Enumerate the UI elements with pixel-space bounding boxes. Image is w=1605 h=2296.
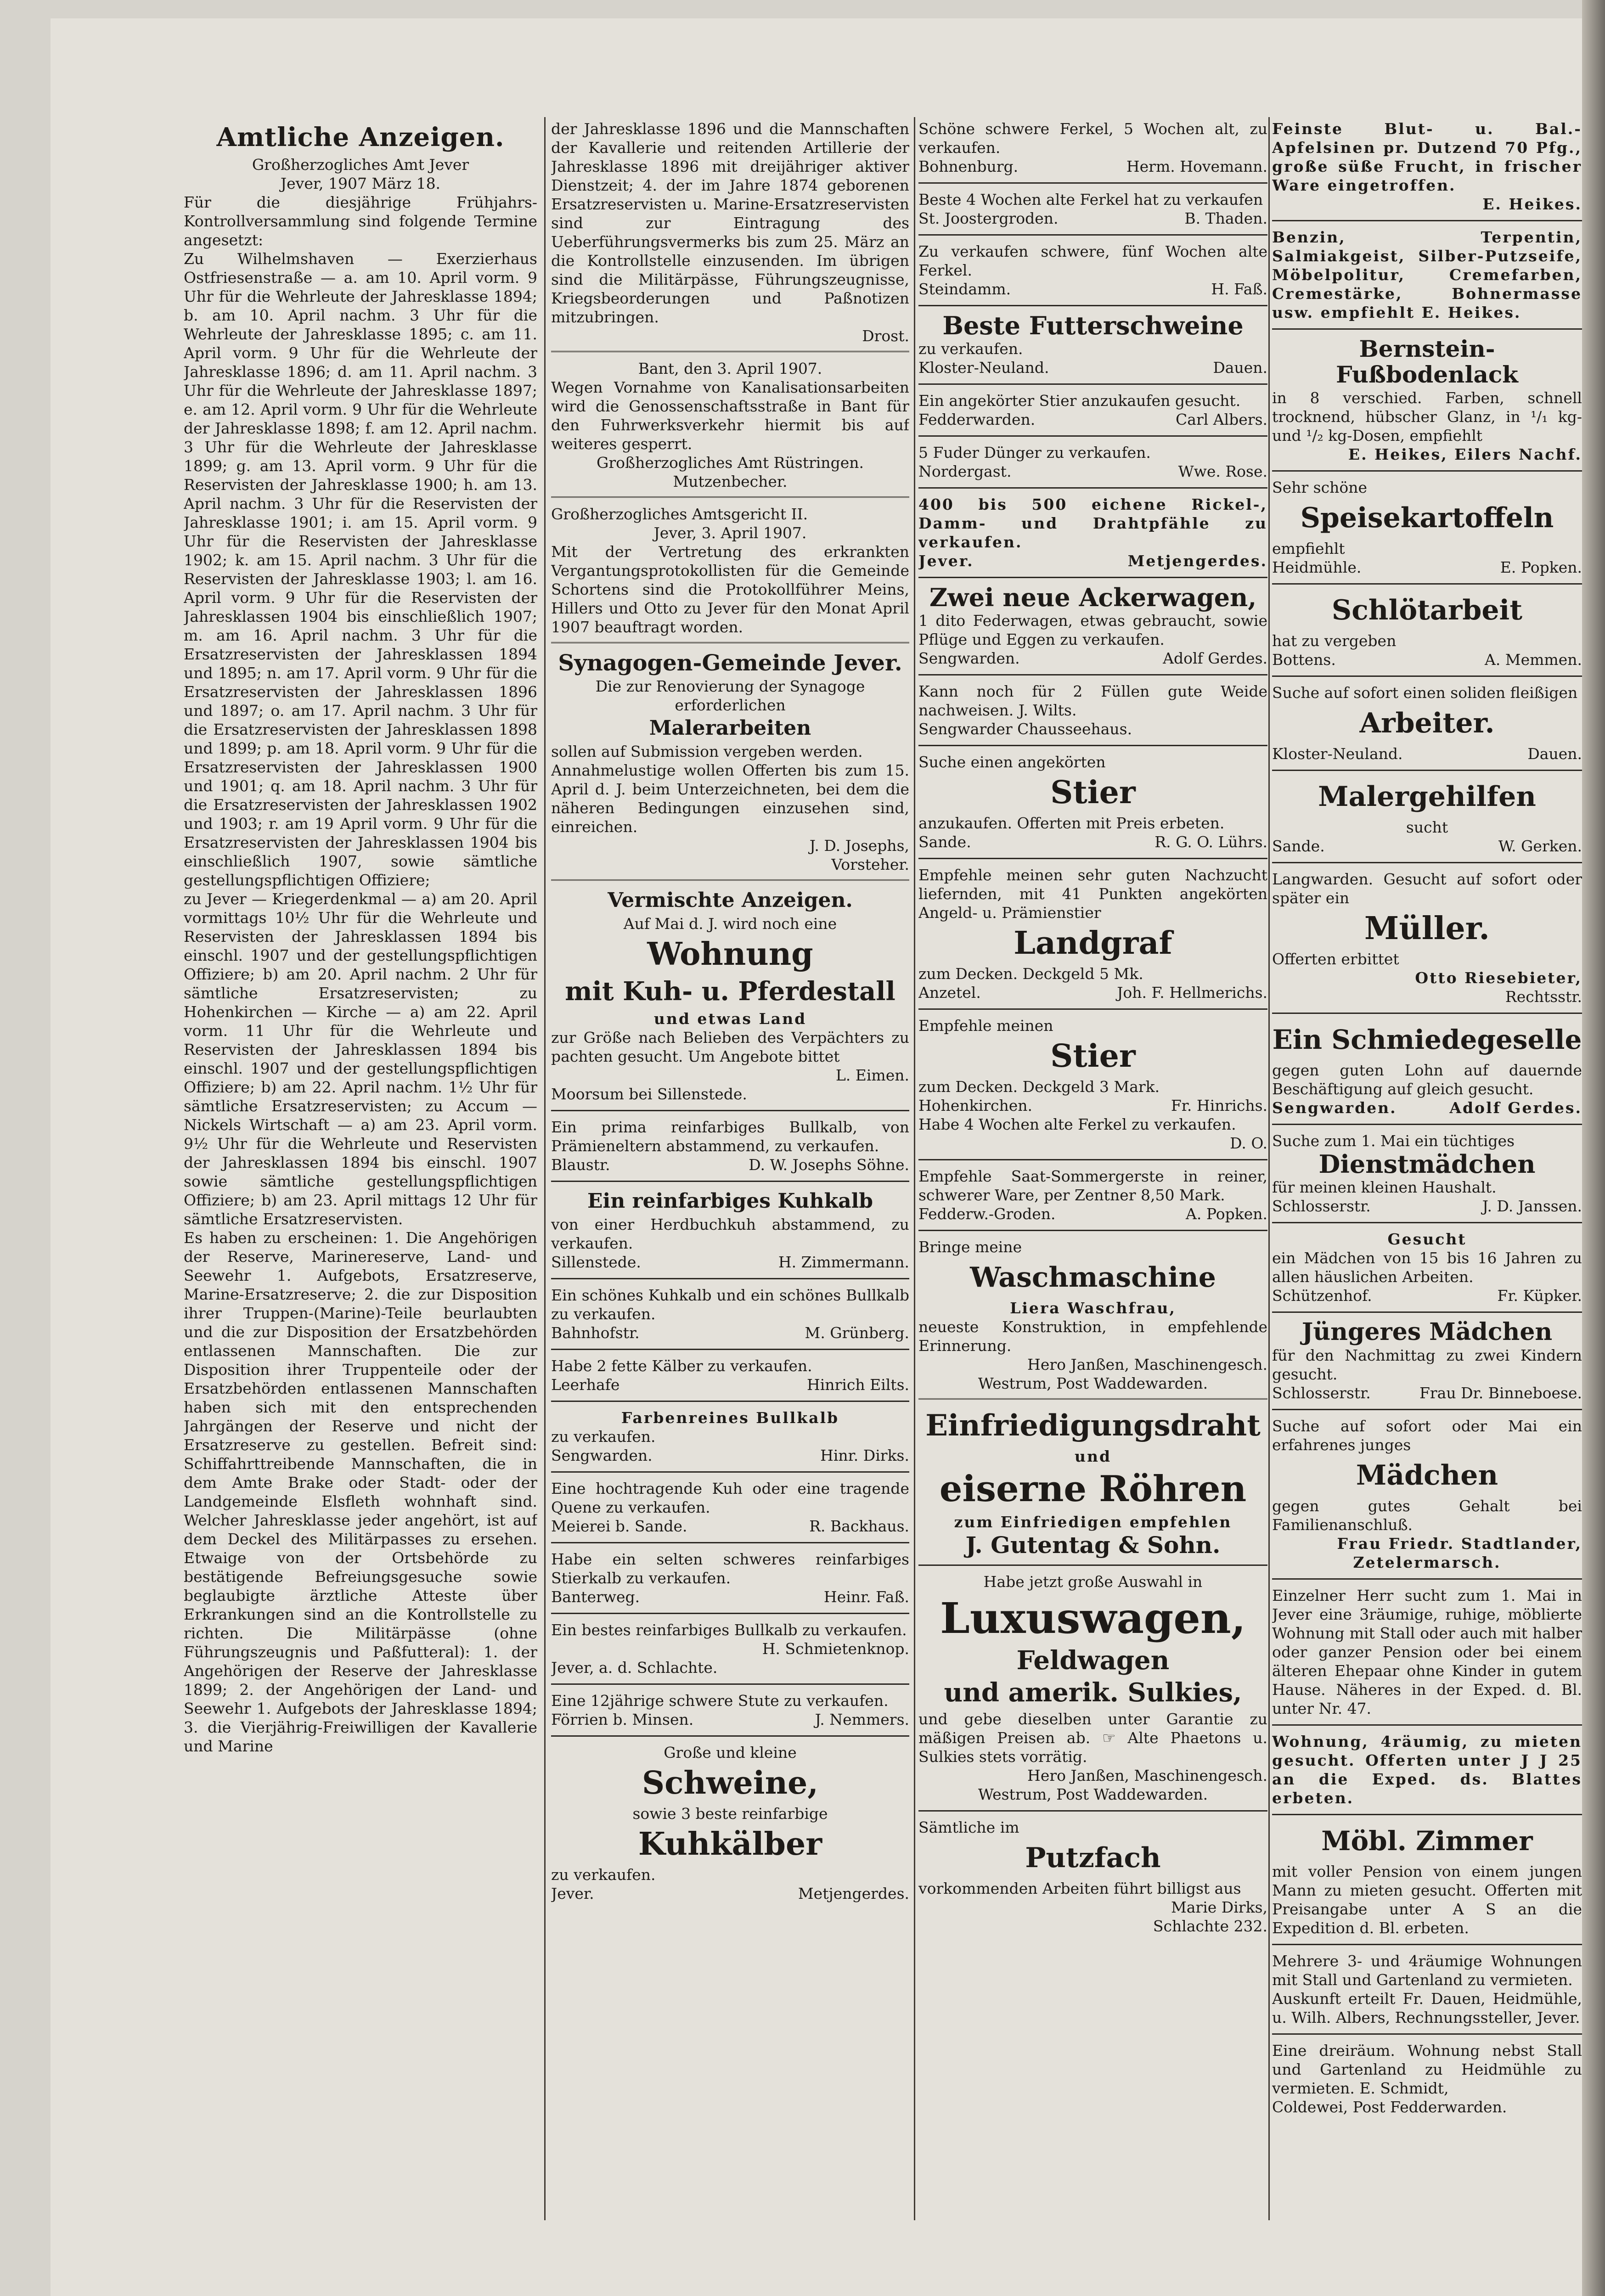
ad-footer xyxy=(918,551,1267,570)
notice-date: Jever, 1907 März 18. xyxy=(280,174,441,192)
ad-text: Sehr schöne xyxy=(1272,478,1367,496)
ad-text: in 8 verschied. Farben, schnell trocknend, hübscher Glanz, in ¹/₁ kg- und ¹/₂ kg-Dosen, empfiehlt xyxy=(1272,389,1582,445)
divider xyxy=(1272,770,1582,771)
divider xyxy=(1272,583,1582,585)
divider xyxy=(1272,470,1582,472)
ad-signature: J. Gutentag & Sohn. xyxy=(965,1531,1221,1559)
ad-subheading: Liera Waschfrau, xyxy=(1010,1299,1176,1317)
divider xyxy=(918,674,1267,675)
divider xyxy=(551,1278,909,1279)
ad-text: mit voller Pension von einem jungen Mann zu mieten gesucht. Offerten mit Preisangabe unter A S an die Expedition d. Bl. erbeten. xyxy=(1272,1863,1582,1937)
ad-text: Sämtliche im xyxy=(918,1818,1019,1836)
divider xyxy=(551,496,909,499)
column-rule xyxy=(544,117,546,2220)
divider xyxy=(918,487,1267,489)
ad-place: Anzetel. xyxy=(918,984,981,1002)
ad-heading: Jüngeres Mädchen xyxy=(1301,1318,1553,1346)
ad-place: Bohnenburg. xyxy=(918,158,1019,175)
notice-text: der Jahresklasse 1896 und die Mannschaften der Kavallerie und reitenden Artillerie der Jahresklasse 1896 mit dreijähriger aktiver Dienstzeit; 4. der im Jahre 1874 geborenen Ersatzreservisten u. Marine-Ersatzreservisten sind zur Eintragung des Ueberführungsvermerks bis zum 25. März an die Kontrollstelle einzusenden. Im übrigen sind die Militärpässe, Führungszeugnisse, Kriegsbeorderungen und Paßnotizen mitzubringen. xyxy=(551,120,909,326)
ad-place: Heidmühle. xyxy=(1272,558,1362,576)
ad-heading: Möbl. Zimmer xyxy=(1321,1825,1533,1857)
divider xyxy=(918,1230,1267,1231)
notice-text: Zu Wilhelmshaven — Exerzierhaus Ostfriesenstraße — a. am 10. April vorm. 9 Uhr für die Wehrleute der Jahresklasse 1894; b. am 10. April nachm. 3 Uhr für die Wehrleute der Jahresklasse 1895; c. am 11. April vorm. 9 Uhr für die Wehrleute der Jahresklasse 1896; d. am 11. April nachm. 3 Uhr für die Wehrleute der Jahresklasse 1897; e. am 12. April vorm. 9 Uhr für die Wehrleute der Jahresklasse 1898; f. am 12. April nachm. 3 Uhr für die Wehrleute der Jahresklasse 1899; g. am 13. April vorm. 9 Uhr für die Reservisten der Jahresklasse 1900; h. am 13. April nachm. 3 Uhr für die Reservisten der Jahresklasse 1901; i. am 15. April vorm. 9 Uhr für die Reservisten der Jahresklasse 1902; k. am 15. April nachm. 3 Uhr für die Reservisten der Jahresklasse 1903; l. am 16. April vorm. 9 Uhr für die Reservisten der Jahresklassen 1904 bis einschließlich 1907; m. am 16. April nachm. 3 Uhr für die Ersatzreservisten der Jahresklassen 1894 und 1895; n. am 17. April vorm. 9 Uhr für die Ersatzreservisten der Jahresklassen 1896 und 1897; o. am 17. April nachm. 3 Uhr für die Ersatzreservisten der Jahresklassen 1898 und 1899; p. am 18. April vorm. 9 Uhr für die Ersatzreservisten der Jahresklassen 1900 und 1901; q. am 18. April nachm. 3 Uhr für die Ersatzreservisten der Jahresklassen 1902 und 1903; r. am 19 April vorm. 9 Uhr für die Ersatzreservisten der Jahresklassen 1904 bis einschließlich 1907, sowie sämtliche gestellungspflichtigen Offiziere; xyxy=(184,250,537,889)
ad-text: hat zu vergeben xyxy=(1272,632,1397,650)
divider xyxy=(918,1810,1267,1812)
ad-heading: Schweine, xyxy=(642,1765,818,1801)
notice-date: Bant, den 3. April 1907. xyxy=(638,360,822,377)
ad-heading: Gesucht xyxy=(1387,1230,1467,1248)
ad-footer xyxy=(1272,1286,1582,1305)
ad-heading: Zwei neue Ackerwagen, xyxy=(929,583,1257,612)
ad-place: Sengwarden. xyxy=(1272,1099,1397,1117)
notice-date: Jever, 3. April 1907. xyxy=(653,524,807,542)
ad-footer xyxy=(1272,1384,1582,1402)
ad-footer xyxy=(918,410,1267,429)
ad-footer xyxy=(918,649,1267,668)
ad-footer xyxy=(918,157,1267,176)
ad-text: Suche auf sofort oder Mai ein erfahrenes junges xyxy=(1272,1417,1582,1454)
ad-footer xyxy=(918,280,1267,298)
ad-signature: Frau Dr. Binneboese. xyxy=(1419,1384,1582,1402)
ad-text: Mehrere 3- und 4räumige Wohnungen mit Stall und Gartenland zu vermieten. xyxy=(1272,1952,1582,1989)
ad-signature: W. Gerken. xyxy=(1498,837,1582,855)
divider xyxy=(1272,1814,1582,1815)
ad-place: Bahnhofstr. xyxy=(551,1324,640,1342)
ad-place: Sillenstede. xyxy=(551,1253,641,1271)
ad-heading: Dienstmädchen xyxy=(1318,1149,1536,1179)
ad-signature: Wwe. Rose. xyxy=(1178,462,1267,480)
ad-place: Sengwarden. xyxy=(551,1446,653,1464)
ad-footer xyxy=(551,1155,909,1174)
ad-place: Moorsum bei Sillenstede. xyxy=(551,1085,747,1103)
ad-heading: Ein Schmiedegeselle xyxy=(1272,1024,1582,1055)
ad-place: Schlachte 232. xyxy=(1153,1917,1267,1935)
ad-text: sowie 3 beste reinfarbige xyxy=(632,1805,828,1823)
ad-text: neueste Konstruktion, in empfehlende Erinnerung. xyxy=(918,1318,1267,1355)
ad-text: Auf Mai d. J. wird noch eine xyxy=(623,915,837,933)
ad-footer xyxy=(551,1587,909,1606)
divider xyxy=(1272,1409,1582,1410)
ad-signature: D. W. Josephs Söhne. xyxy=(749,1156,909,1174)
ad-signature: R. G. O. Lührs. xyxy=(1154,833,1267,851)
ad-place: Blaustr. xyxy=(551,1156,610,1174)
ad-text: Suche auf sofort einen soliden fleißigen xyxy=(1272,684,1578,702)
ad-text: sucht xyxy=(1406,818,1448,836)
ad-text: Eine hochtragende Kuh oder eine tragende Quene zu verkaufen. xyxy=(551,1480,909,1516)
ad-text: Habe ein selten schweres reinfarbiges Stierkalb zu verkaufen. xyxy=(551,1550,909,1587)
ad-heading: Waschmaschine xyxy=(970,1261,1216,1294)
ad-heading: Einfriedigungsdraht xyxy=(925,1408,1261,1443)
page-binding-edge xyxy=(1582,0,1605,2296)
divider xyxy=(551,1181,909,1182)
ad-text: ein Mädchen von 15 bis 16 Jahren zu allen häuslichen Arbeiten. xyxy=(1272,1249,1582,1286)
divider xyxy=(1272,1311,1582,1313)
ad-place: Sande. xyxy=(918,833,971,851)
ad-place: Bottens. xyxy=(1272,651,1336,669)
divider xyxy=(1272,1013,1582,1014)
divider xyxy=(1272,1124,1582,1125)
ad-text: zu verkaufen. xyxy=(918,340,1023,358)
ad-signature: E. Popken. xyxy=(1500,558,1582,576)
ad-footer xyxy=(551,1710,909,1729)
ad-text: gegen gutes Gehalt bei Familienanschluß. xyxy=(1272,1497,1582,1534)
ad-heading: Mädchen xyxy=(1356,1459,1498,1491)
ad-text: Langwarden. Gesucht auf sofort oder später ein xyxy=(1272,870,1582,907)
ad-footer xyxy=(551,1517,909,1536)
ad-text: Habe jetzt große Auswahl in xyxy=(983,1573,1203,1591)
ad-text: anzukaufen. Offerten mit Preis erbeten. xyxy=(918,814,1225,832)
ad-text: Ein bestes reinfarbiges Bullkalb zu verkaufen. xyxy=(551,1621,907,1639)
ad-text: Empfehle meinen xyxy=(918,1017,1053,1035)
divider xyxy=(551,351,909,354)
ad-text: Wohnung, 4räumig, zu mieten gesucht. Offerten unter J J 25 an die Exped. ds. Blattes erbeten. xyxy=(1272,1733,1582,1807)
ad-place: Schlosserstr. xyxy=(1272,1384,1371,1402)
ad-place: Zetelermarsch. xyxy=(1353,1553,1501,1571)
ad-heading: Stier xyxy=(1050,1038,1136,1075)
notice-issuer: Großherzogliches Amtsgericht II. xyxy=(551,505,808,523)
column-classifieds-right xyxy=(1272,119,1582,2116)
divider xyxy=(1272,1724,1582,1726)
ad-place: Meierei b. Sande. xyxy=(551,1517,687,1535)
ad-signature: E. Heikes. xyxy=(1482,195,1582,213)
ad-text: Große und kleine xyxy=(664,1744,797,1761)
ad-footer xyxy=(1272,650,1582,669)
notice-text: Es haben zu erscheinen: 1. Die Angehörigen der Reserve, Marinereserve, Land- und Seewehr 1. Aufgebots, Ersatzreserve, Marine-Ersatzreserve; 2. die zur Disposition ihrer Truppen-(Marine)-Teile beurlaubten und die zur Disposition der Ersatzbehörden entlassenen Mannschaften. Die zur Disposition ihrer Truppenteile oder der Ersatzbehörden entlassenen Mannschaften haben sich mit den entsprechenden Jahrgängen der Reserve und nicht der Ersatzreserve zu gestellen. Befreit sind: Schiffahrttreibende Mannschaften, die in dem Amte Brake oder Stadt- oder der Landgemeinde Elsfleth wohnhaft sind. Welcher Jahresklasse jeder angehört, ist auf dem Deckel des Militärpasses zu ersehen. Etwaige von der Ortsbehörde zu bestätigende Befreiungsgesuche sowie beglaubigte ärztliche Atteste über Erkrankungen sind an die Kontrollstelle zu richten. Die Militärpässe (ohne Führungszeugnis und Paßfutteral): 1. der Angehörigen der Reserve der Jahresklasse 1899; 2. der Angehörigen der Land- und Seewehr 1. Aufgebots der Jahresklasse 1894; 3. die Vierjährig-Freiwilligen der Kavallerie und Marine xyxy=(184,1229,537,1755)
ad-signature: D. O. xyxy=(1230,1134,1267,1152)
ad-heading: Speisekartoffeln xyxy=(1300,502,1554,534)
ad-text: Habe 2 fette Kälber zu verkaufen. xyxy=(551,1357,812,1375)
ad-signature: Metjengerdes. xyxy=(1127,552,1267,570)
ad-signature: Hero Janßen, Maschinengesch. xyxy=(1027,1356,1267,1373)
column-notices-ads xyxy=(551,119,909,1903)
ad-text: Annahmelustige wollen Offerten bis zum 15. April d. J. beim Unterzeichneten, bei dem die näheren Bedingungen einzusehen sind, einreichen. xyxy=(551,761,909,836)
ad-signature: Heinr. Faß. xyxy=(823,1588,909,1606)
divider xyxy=(918,858,1267,859)
ad-footer xyxy=(918,983,1267,1002)
ad-signature: Herm. Hovemann. xyxy=(1126,158,1267,175)
ad-text: Suche einen angekörten xyxy=(918,753,1106,771)
ad-subheading: und etwas Land xyxy=(653,1010,807,1028)
ad-text: vorkommenden Arbeiten führt billigst aus xyxy=(918,1880,1241,1897)
ad-footer xyxy=(1272,1098,1582,1117)
ad-signature: Hinr. Dirks. xyxy=(820,1446,909,1464)
notice-text: zu Jever — Kriegerdenkmal — a) am 20. April vormittags 10½ Uhr für die Wehrleute und Reservisten der Jahresklassen 1894 bis einschl. 1907 und der gestellungspflichtigen Offiziere; b) am 20. April nachm. 2 Uhr für sämtliche Ersatzreservisten; zu Hohenkirchen — Kirche — a) am 22. April vorm. 11 Uhr für die Wehrleute und Reservisten der Jahresklassen 1894 bis einschl. 1907 und der gestellungspflichtigen Offiziere; b) am 22. April nachm. 1½ Uhr für sämtliche Ersatzreservisten; zu Accum — Nickels Wirtschaft — a) am 23. April vorm. 9½ Uhr für die Wehrleute und Reservisten der Jahresklassen 1894 bis einschl. 1907 sowie sämtliche gestellungspflichtigen Offiziere; b) am 23. April mittags 12 Uhr für sämtliche Ersatzreservisten. xyxy=(184,890,537,1228)
ad-signature: B. Thaden. xyxy=(1184,209,1267,227)
ad-footer xyxy=(918,1204,1267,1223)
ad-footer xyxy=(918,462,1267,481)
ad-signature: Joh. F. Hellmerichs. xyxy=(1117,984,1267,1002)
ad-signature: A. Memmen. xyxy=(1485,651,1582,669)
ad-place: Schützenhof. xyxy=(1272,1287,1372,1305)
ad-text: Zu verkaufen schwere, fünf Wochen alte Ferkel. xyxy=(918,242,1267,279)
ad-heading: Malerarbeiten xyxy=(649,716,811,740)
ad-footer xyxy=(1272,837,1582,855)
ad-text: für den Nachmittag zu zwei Kindern gesucht. xyxy=(1272,1346,1582,1383)
ad-place: Förrien b. Minsen. xyxy=(551,1711,694,1728)
ad-text: Die zur Renovierung der Synagoge erforderlichen xyxy=(595,677,865,714)
notice-signature: Drost. xyxy=(862,327,909,345)
ad-text: Eine 12jährige schwere Stute zu verkaufen. xyxy=(551,1692,889,1710)
divider xyxy=(551,879,909,882)
divider xyxy=(551,642,909,645)
ad-heading: Synagogen-Gemeinde Jever. xyxy=(558,650,902,676)
ad-signature: H. Zimmermann. xyxy=(778,1253,909,1271)
ad-footer xyxy=(918,358,1267,377)
ad-text: zum Einfriedigen empfehlen xyxy=(954,1513,1232,1531)
ad-place: Jever. xyxy=(551,1885,594,1902)
ad-place: Kloster-Neuland. xyxy=(1272,745,1403,763)
ad-place: Westrum, Post Waddewarden. xyxy=(978,1374,1208,1392)
ad-place: Kloster-Neuland. xyxy=(918,359,1049,377)
ad-text: zu verkaufen. xyxy=(551,1866,656,1884)
divider xyxy=(1272,1222,1582,1223)
ad-signature: Adolf Gerdes. xyxy=(1163,649,1267,667)
ad-place: Sengwarder Chausseehaus. xyxy=(918,720,1132,738)
ad-place: Steindamm. xyxy=(918,280,1011,298)
ad-place: Fedderw.-Groden. xyxy=(918,1205,1056,1223)
ad-signature: J. D. Janssen. xyxy=(1482,1197,1582,1215)
ad-text: Einzelner Herr sucht zum 1. Mai in Jever eine 3räumige, ruhige, möblierte Wohnung mit Stall oder auch mit halber oder ganzer Pension oder bei einem älteren Ehepaar ohne Kinder in gutem Hause. Näheres in der Exped. d. Bl. unter Nr. 47. xyxy=(1272,1587,1582,1717)
ad-heading: Müller. xyxy=(1364,910,1490,947)
column-classifieds xyxy=(918,119,1267,1936)
ad-signature: Carl Albers. xyxy=(1176,411,1267,428)
ad-text: und gebe dieselben unter Garantie zu mäßigen Preisen ab. ☞ Alte Phaetons u. Sulkies stets vorrätig. xyxy=(918,1710,1267,1766)
ad-text: Kann noch für 2 Füllen gute Weide nachweisen. J. Wilts. xyxy=(918,682,1267,719)
ad-footer xyxy=(1272,744,1582,763)
ad-heading: Stier xyxy=(1050,774,1136,811)
divider xyxy=(551,1110,909,1111)
ad-text: Ein angekörter Stier anzukaufen gesucht. xyxy=(918,392,1241,410)
ad-text: Bringe meine xyxy=(918,1238,1022,1256)
ad-footer xyxy=(918,209,1267,228)
ad-footer xyxy=(551,1253,909,1272)
ad-text: von einer Herdbuchkuh abstammend, zu verkaufen. xyxy=(551,1216,909,1252)
ad-place: Schlosserstr. xyxy=(1272,1197,1371,1215)
ad-heading: Landgraf xyxy=(1014,925,1172,962)
column-rule xyxy=(914,117,915,2220)
ad-signature: A. Popken. xyxy=(1186,1205,1267,1223)
divider xyxy=(1272,220,1582,221)
ad-signature: R. Backhaus. xyxy=(809,1517,909,1535)
divider xyxy=(918,1159,1267,1160)
divider xyxy=(918,745,1267,746)
ad-text: Empfehle Saat-Sommergerste in reiner, schwerer Ware, per Zentner 8,50 Mark. xyxy=(918,1167,1267,1204)
divider xyxy=(918,435,1267,437)
ad-text: Habe 4 Wochen alte Ferkel zu verkaufen. xyxy=(918,1115,1236,1133)
ad-text: Feinste Blut- u. Bal.-Apfelsinen pr. Dutzend 70 Pfg., große süße Frucht, in frischer Ware eingetroffen. xyxy=(1272,120,1582,194)
divider xyxy=(551,1471,909,1473)
ad-text: Empfehle meinen sehr guten Nachzucht liefernden, mit 41 Punkten angekörten Angeld- u. Prämienstier xyxy=(918,866,1267,922)
ad-footer xyxy=(1272,1197,1582,1216)
ad-footer xyxy=(1272,558,1582,577)
ad-signature: E. Heikes, Eilers Nachf. xyxy=(1348,445,1582,463)
ad-signature: Metjengerdes. xyxy=(798,1885,909,1902)
ad-text: zum Decken. Deckgeld 3 Mark. xyxy=(918,1078,1160,1096)
divider xyxy=(918,383,1267,385)
column-rule xyxy=(1268,117,1270,2220)
notice-text: Mit der Vertretung des erkrankten Vergantungsprotokollisten für die Gemeinde Schortens sind die Protokollführer Meins, Hillers und Otto zu Jever für den Monat April 1907 beauftragt worden. xyxy=(551,543,909,636)
ad-place: Jever. xyxy=(918,552,974,570)
divider xyxy=(918,182,1267,184)
ad-footer xyxy=(551,1446,909,1465)
ad-signature: Dauen. xyxy=(1213,359,1267,377)
ad-signature: H. Schmietenknop. xyxy=(762,1640,909,1658)
ad-heading: Arbeiter. xyxy=(1359,707,1495,739)
ad-heading: Wohnung xyxy=(647,936,813,973)
ad-heading: Bernstein-Fußbodenlack xyxy=(1336,335,1518,388)
ad-signature: Hero Janßen, Maschinengesch. xyxy=(1027,1767,1267,1784)
notice-signature: Mutzenbecher. xyxy=(673,473,788,490)
section-title: Vermischte Anzeigen. xyxy=(608,889,853,912)
ad-place: Sengwarden. xyxy=(918,649,1020,667)
ad-signature: Fr. Hinrichs. xyxy=(1171,1097,1267,1114)
ad-heading: Putzfach xyxy=(1025,1842,1161,1874)
ad-signature: Otto Riesebieter, xyxy=(1415,969,1582,987)
divider xyxy=(1272,2033,1582,2035)
ad-text: Eine dreiräum. Wohnung nebst Stall und Gartenland zu Heidmühle zu vermieten. E. Schmidt, xyxy=(1272,2042,1582,2097)
ad-place: Nordergast. xyxy=(918,462,1012,480)
ad-text: 400 bis 500 eichene Rickel-, Damm- und Drahtpfähle zu verkaufen. xyxy=(918,495,1267,551)
divider xyxy=(551,1401,909,1402)
section-title: Amtliche Anzeigen. xyxy=(216,122,505,152)
ad-signature: Frau Friedr. Stadtlander, xyxy=(1337,1535,1582,1553)
ad-text: Schöne schwere Ferkel, 5 Wochen alt, zu verkaufen. xyxy=(918,120,1267,157)
divider xyxy=(1272,675,1582,677)
ad-place: St. Joostergroden. xyxy=(918,209,1059,227)
ad-heading: Luxuswagen, xyxy=(940,1593,1246,1643)
notice-issuer: Großherzogliches Amt Jever xyxy=(252,156,469,174)
ad-text: und xyxy=(1074,1447,1112,1465)
notice-text: Für die diesjährige Frühjahrs-Kontrollversammlung sind folgende Termine angesetzt: xyxy=(184,193,537,249)
divider xyxy=(918,234,1267,236)
ad-place: Sande. xyxy=(1272,837,1325,855)
ad-text: Ein prima reinfarbiges Bullkalb, von Prämieneltern abstammend, zu verkaufen. xyxy=(551,1118,909,1155)
ad-footer xyxy=(551,1375,909,1394)
divider xyxy=(918,1398,1267,1401)
ad-text: empfiehlt xyxy=(1272,540,1345,557)
ad-heading: Schlötarbeit xyxy=(1331,594,1523,626)
divider xyxy=(1272,1944,1582,1945)
ad-text: zu verkaufen. xyxy=(551,1428,656,1446)
ad-signature: Dauen. xyxy=(1527,745,1582,763)
ad-place: Fedderwarden. xyxy=(918,411,1036,428)
ad-text: Auskunft erteilt Fr. Dauen, Heidmühle, u. Wilh. Albers, Rechnungssteller, Jever. xyxy=(1272,1990,1582,2026)
ad-signature: M. Grünberg. xyxy=(805,1324,909,1342)
ad-heading: Malergehilfen xyxy=(1318,781,1536,813)
ad-heading: mit Kuh- u. Pferdestall xyxy=(565,976,895,1007)
ad-text: Offerten erbittet xyxy=(1272,950,1399,968)
notice-text: Wegen Vornahme von Kanalisationsarbeiten wird die Genossenschaftsstraße in Bant für den Fuhrwerksverkehr hiermit bis auf weiteres gesperrt. xyxy=(551,378,909,453)
ad-signature: Marie Dirks, xyxy=(1171,1898,1267,1916)
divider xyxy=(1272,1578,1582,1580)
ad-footer xyxy=(918,1096,1267,1115)
notice-issuer: Großherzogliches Amt Rüstringen. xyxy=(597,454,864,472)
ad-signature: Hinrich Eilts. xyxy=(806,1376,909,1394)
ad-place: Rechtsstr. xyxy=(1505,988,1582,1006)
ad-text: sollen auf Submission vergeben werden. xyxy=(551,743,863,760)
ad-heading: Ein reinfarbiges Kuhkalb xyxy=(587,1189,873,1213)
ad-signature: J. Nemmers. xyxy=(815,1711,909,1728)
ad-heading: und amerik. Sulkies, xyxy=(944,1677,1242,1708)
divider xyxy=(551,1542,909,1543)
ad-text: Ein schönes Kuhkalb und ein schönes Bullkalb zu verkaufen. xyxy=(551,1286,909,1323)
ad-text: Benzin, Terpentin, Salmiakgeist, Silber-Putzseife, Möbelpolitur, Cremefarben, Cremestärke, Bohnermasse usw. empfiehlt E. Heikes. xyxy=(1272,228,1582,321)
ad-heading: Farbenreines Bullkalb xyxy=(621,1409,839,1427)
divider xyxy=(918,1008,1267,1010)
ad-heading: Kuhkälber xyxy=(638,1826,822,1863)
ad-footer xyxy=(918,833,1267,851)
ad-text: zum Decken. Deckgeld 5 Mk. xyxy=(918,965,1143,983)
ad-text: Beste 4 Wochen alte Ferkel hat zu verkaufen xyxy=(918,191,1263,208)
ad-place: Jever, a. d. Schlachte. xyxy=(551,1659,718,1677)
divider xyxy=(1272,328,1582,330)
ad-place: Coldewei, Post Fedderwarden. xyxy=(1272,2098,1507,2116)
divider xyxy=(1272,862,1582,863)
ad-footer xyxy=(551,1323,909,1342)
ad-signature: L. Eimen. xyxy=(835,1066,909,1084)
ad-place: Westrum, Post Waddewarden. xyxy=(978,1785,1208,1803)
divider xyxy=(551,1735,909,1737)
divider xyxy=(551,1349,909,1350)
ad-signature: H. Faß. xyxy=(1211,280,1267,298)
divider xyxy=(918,1564,1267,1566)
ad-signature: J. D. Josephs, xyxy=(809,837,909,855)
ad-heading: Feldwagen xyxy=(1016,1645,1170,1676)
ad-heading: eiserne Röhren xyxy=(939,1468,1247,1510)
ad-text: 5 Fuder Dünger zu verkaufen. xyxy=(918,444,1151,461)
ad-signature: Fr. Küpker. xyxy=(1497,1287,1582,1305)
divider xyxy=(551,1613,909,1614)
divider xyxy=(918,305,1267,306)
divider xyxy=(918,577,1267,578)
ad-text: Suche zum 1. Mai ein tüchtiges xyxy=(1272,1132,1515,1150)
ad-signature: Vorsteher. xyxy=(831,855,909,873)
ad-heading: Beste Futterschweine xyxy=(942,311,1244,340)
ad-footer xyxy=(551,1884,909,1903)
ad-place: Hohenkirchen. xyxy=(918,1097,1033,1114)
ad-place: Banterweg. xyxy=(551,1588,640,1606)
ad-text: für meinen kleinen Haushalt. xyxy=(1272,1178,1497,1196)
ad-text: zur Größe nach Belieben des Verpächters zu pachten gesucht. Um Angebote bittet xyxy=(551,1029,909,1065)
ad-text: 1 dito Federwagen, etwas gebraucht, sowie Pflüge und Eggen zu verkaufen. xyxy=(918,612,1267,648)
ad-signature: Adolf Gerdes. xyxy=(1449,1099,1582,1117)
ad-text: gegen guten Lohn auf dauernde Beschäftigung auf gleich gesucht. xyxy=(1272,1061,1582,1098)
column-official-notices xyxy=(184,119,537,1756)
ad-place: Leerhafe xyxy=(551,1376,620,1394)
divider xyxy=(551,1683,909,1685)
